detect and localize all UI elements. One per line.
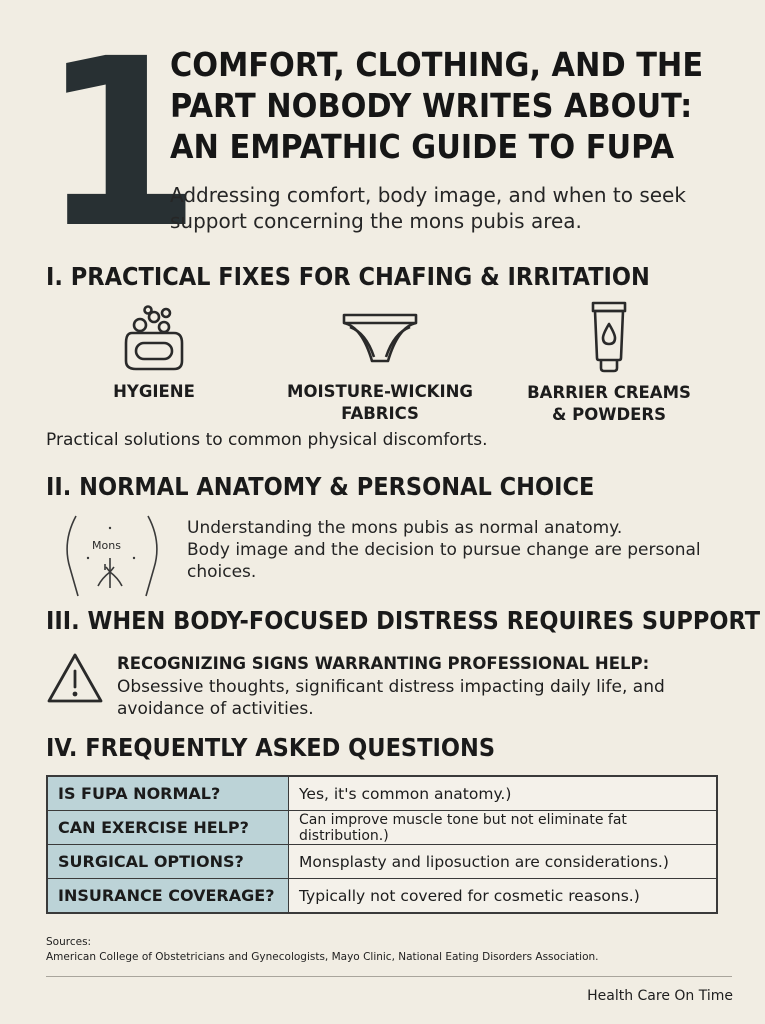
cream-tube-icon xyxy=(587,300,631,374)
faq-answer: Can improve muscle tone but not eliminate fat distribution.) xyxy=(289,811,718,845)
faq-question: SURGICAL OPTIONS? xyxy=(47,845,289,879)
page-title: COMFORT, CLOTHING, AND THE PART NOBODY WRITES ABOUT: AN EMPATHIC GUIDE TO FUPA xyxy=(170,45,704,166)
section-1-heading: I. PRACTICAL FIXES FOR CHAFING & IRRITATION xyxy=(46,262,650,291)
faq-answer: Monsplasty and liposuction are considerations.) xyxy=(289,845,718,879)
warning-body: Obsessive thoughts, significant distress impacting daily life, and avoidance of activities. xyxy=(117,677,665,719)
faq-table xyxy=(46,775,718,914)
faq-question: CAN EXERCISE HELP? xyxy=(47,811,289,845)
fix-label-creams: BARRIER CREAMS & POWDERS xyxy=(527,383,691,424)
section-1-caption: Practical solutions to common physical discomforts. xyxy=(46,430,488,450)
warning-title: RECOGNIZING SIGNS WARRANTING PROFESSIONAL HELP: xyxy=(117,654,650,673)
fix-item-creams xyxy=(519,300,699,426)
table-row xyxy=(47,845,717,879)
anatomy-line-1: Understanding the mons pubis as normal anatomy. xyxy=(187,518,623,538)
table-row xyxy=(47,879,717,914)
faq-question: INSURANCE COVERAGE? xyxy=(47,879,289,914)
faq-answer: Typically not covered for cosmetic reasons.) xyxy=(289,879,718,914)
table-row xyxy=(47,776,717,811)
anatomy-text xyxy=(187,517,727,583)
big-number: 1 xyxy=(40,9,194,279)
anatomy-outline-icon xyxy=(62,512,162,598)
sources-text: American College of Obstetricians and Gynecologists, Mayo Clinic, National Eating Disorders Association. xyxy=(46,951,599,963)
fix-label-fabrics: MOISTURE-WICKING FABRICS xyxy=(287,382,473,423)
sources xyxy=(46,935,599,965)
table-row xyxy=(47,811,717,845)
section-4-heading: IV. FREQUENTLY ASKED QUESTIONS xyxy=(46,733,496,762)
underwear-icon xyxy=(338,303,422,373)
mons-label: Mons xyxy=(92,539,121,552)
fix-item-fabrics xyxy=(282,303,478,425)
anatomy-line-2: Body image and the decision to pursue change are personal choices. xyxy=(187,540,701,582)
fix-item-hygiene xyxy=(92,303,216,403)
faq-question: IS FUPA NORMAL? xyxy=(47,776,289,811)
sources-label: Sources: xyxy=(46,936,92,948)
footer-brand: Health Care On Time xyxy=(587,988,733,1004)
footer-divider xyxy=(46,976,732,977)
section-3-heading: III. WHEN BODY-FOCUSED DISTRESS REQUIRES SUPPORT xyxy=(46,606,761,635)
fix-label-hygiene: HYGIENE xyxy=(113,382,195,401)
warning-icon xyxy=(45,651,105,705)
soap-icon xyxy=(118,303,190,373)
page-subtitle: Addressing comfort, body image, and when to seek support concerning the mons pubis area. xyxy=(170,183,686,233)
faq-answer: Yes, it's common anatomy.) xyxy=(289,776,718,811)
section-2-heading: II. NORMAL ANATOMY & PERSONAL CHOICE xyxy=(46,472,595,501)
anatomy-diagram xyxy=(62,512,162,598)
